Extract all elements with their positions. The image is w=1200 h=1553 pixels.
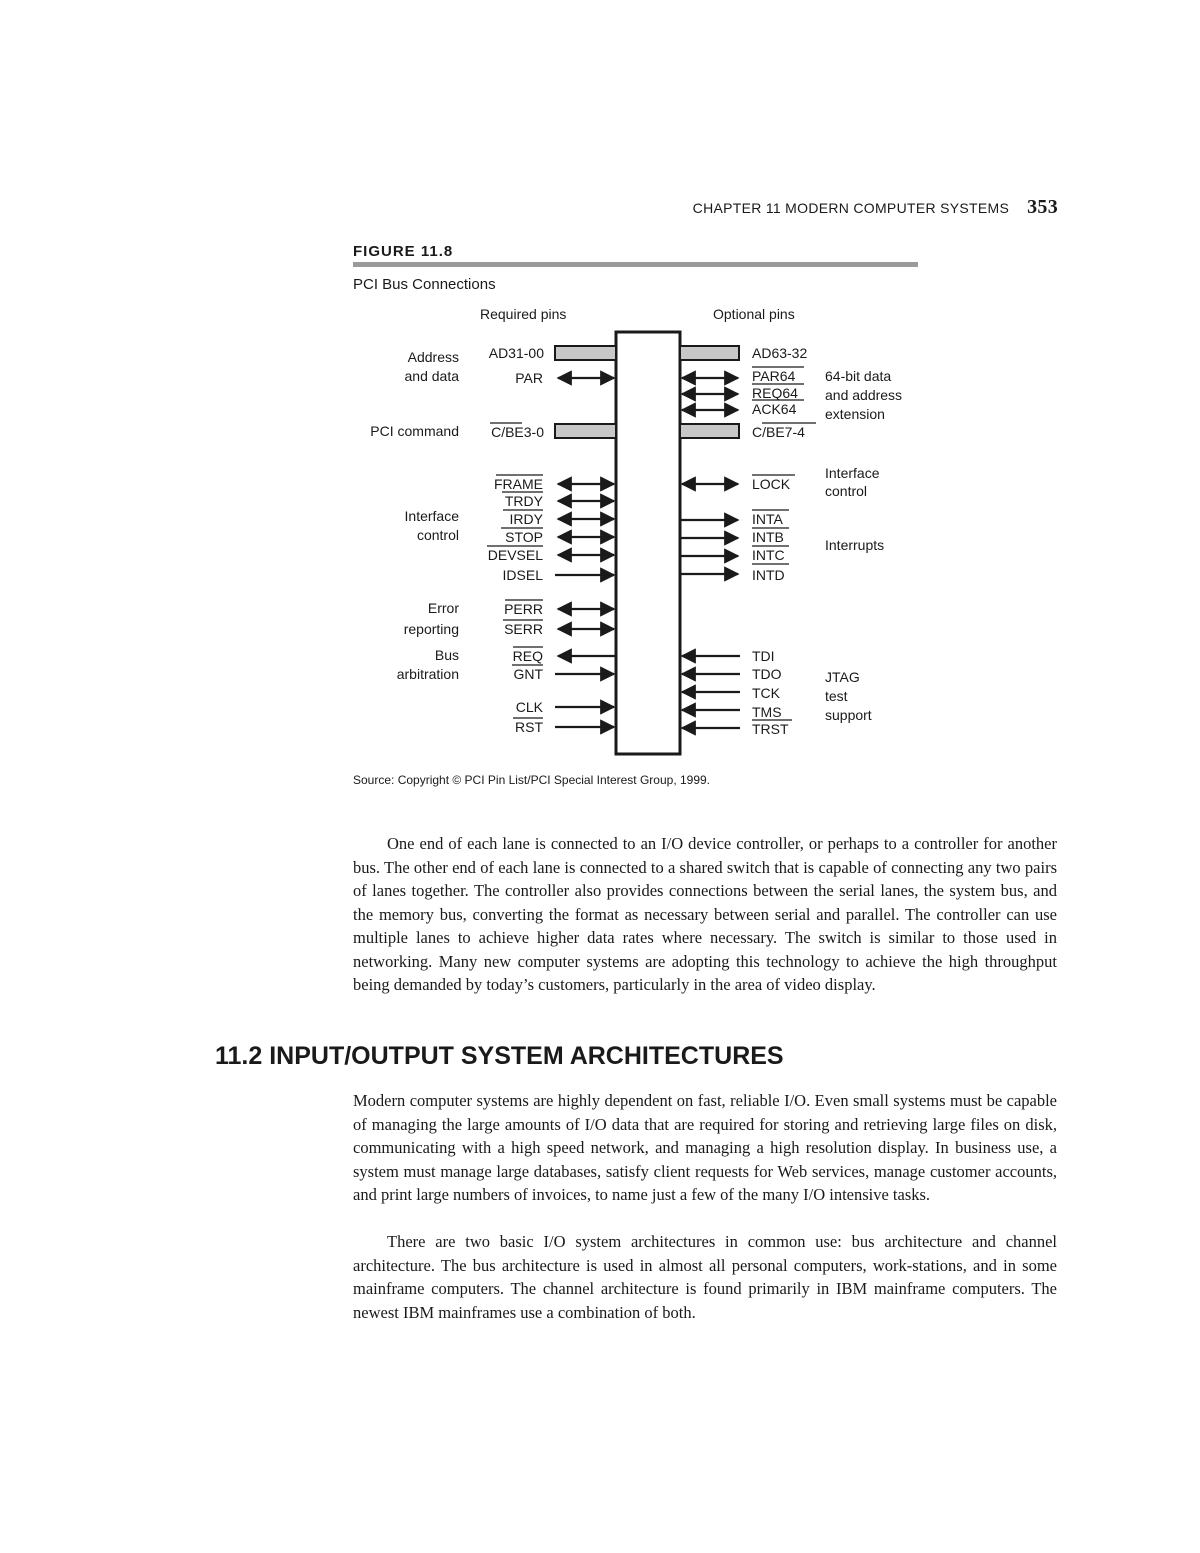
paragraph-pci-express: One end of each lane is connected to an I/O device controller, or perhaps to a controller for another bus. The other end of each lane is connected to a shared switch that is capable of connecting any two pairs of lanes together. The controller also provides connections between the serial lanes, the system bus, and the memory bus, converting the format as necessary between serial and parallel. The controller can use multiple lanes to achieve higher data rates where necessary. The switch is similar to those used in networking. Many new computer systems are adopting this technology to achieve the high throughput being demanded by today’s customers, particularly in the area of video display.: [353, 834, 1057, 994]
group-error-2: reporting: [403, 621, 459, 637]
group-64bit-2: and address: [825, 387, 903, 403]
pin-perr: PERR: [504, 601, 543, 617]
figure-source: Source: Copyright © PCI Pin List/PCI Special Interest Group, 1999.: [353, 773, 711, 787]
group-interface-right: Interface: [825, 465, 880, 481]
group-address-2: and data: [404, 368, 459, 384]
pin-clk: CLK: [515, 699, 543, 715]
pin-frame: FRAME: [494, 476, 543, 492]
page-number: 353: [1027, 196, 1058, 218]
pin-tck: TCK: [752, 685, 780, 701]
pin-cbe30: C/BE3-0: [491, 424, 544, 440]
pin-intd: INTD: [752, 567, 785, 583]
group-interrupts: Interrupts: [825, 537, 885, 553]
group-jtag-2: test: [825, 688, 848, 704]
group-pci-command: PCI command: [370, 423, 459, 439]
paragraph-io-architectures: There are two basic I/O system architectures in common use: bus architecture and channel architecture. The bus architecture is used in almost all personal computers, work-stations, and in some mainframe computers. The channel architecture is found primarily in IBM mainframe computers. The newest IBM mainframes use a combination of both.: [353, 1232, 1057, 1322]
bus-bar-ad31: [555, 346, 616, 360]
section-heading: 11.2 INPUT/OUTPUT SYSTEM ARCHITECTURES: [215, 1042, 784, 1070]
pin-serr: SERR: [504, 621, 543, 637]
pin-ad31: AD31-00: [488, 345, 544, 361]
group-64bit: 64-bit data: [825, 368, 892, 384]
chapter-title: CHAPTER 11 MODERN COMPUTER SYSTEMS: [692, 200, 1010, 216]
pin-tms: TMS: [752, 704, 782, 720]
pin-trdy: TRDY: [504, 493, 543, 509]
pin-ad63: AD63-32: [752, 345, 808, 361]
pin-ack64: ACK64: [752, 401, 797, 417]
pin-tdo: TDO: [752, 666, 782, 682]
pin-req: REQ: [512, 648, 543, 664]
pin-rst: RST: [515, 719, 543, 735]
group-bus: Bus: [434, 647, 459, 663]
group-interface-right-2: control: [825, 483, 868, 499]
group-interface-2: control: [416, 527, 459, 543]
group-error: Error: [427, 600, 459, 616]
bus-bar-cbe30: [555, 424, 616, 438]
pin-par: PAR: [515, 370, 543, 386]
pin-trst: TRST: [752, 721, 789, 737]
paragraph-io-dependence: Modern computer systems are highly dependent on fast, reliable I/O. Even small systems must be capable of managing the large amounts of I/O data that are required for storing and retrieving large files on disk, communicating with a high speed network, and managing a high resolution display. In business use, a system must manage large databases, satisfy client requests for Web services, manage customer accounts, and print large numbers of invoices, to name just a few of the many I/O intensive tasks.: [353, 1091, 1057, 1204]
group-address: Address: [407, 349, 459, 365]
pin-gnt: GNT: [513, 666, 543, 682]
pin-intc: INTC: [752, 547, 785, 563]
pin-inta: INTA: [752, 511, 783, 527]
col-heading-required: Required pins: [480, 306, 567, 322]
pin-intb: INTB: [752, 529, 784, 545]
pin-tdi: TDI: [752, 648, 775, 664]
figure-rule: [353, 262, 918, 267]
bus-bar-ad63: [680, 346, 739, 360]
pci-bus-diagram: [340, 290, 940, 770]
group-jtag-3: support: [825, 707, 872, 723]
group-interface: Interface: [404, 508, 459, 524]
pin-stop: STOP: [505, 529, 543, 545]
pin-par64: PAR64: [752, 368, 796, 384]
pin-lock: LOCK: [752, 476, 791, 492]
running-head: [600, 196, 1058, 219]
bus-bar-cbe74: [680, 424, 739, 438]
pin-idsel: IDSEL: [502, 567, 543, 583]
pin-devsel: DEVSEL: [487, 547, 543, 563]
group-jtag: JTAG: [825, 669, 860, 685]
group-bus-2: arbitration: [396, 666, 459, 682]
col-heading-optional: Optional pins: [713, 306, 795, 322]
pin-irdy: IRDY: [509, 511, 543, 527]
group-64bit-3: extension: [825, 406, 885, 422]
figure-title: PCI Bus Connections: [353, 276, 496, 293]
pin-req64: REQ64: [752, 385, 798, 401]
pin-cbe74: C/BE7-4: [752, 424, 805, 440]
pci-connector-box: [616, 332, 680, 754]
figure-label: FIGURE 11.8: [353, 243, 454, 260]
